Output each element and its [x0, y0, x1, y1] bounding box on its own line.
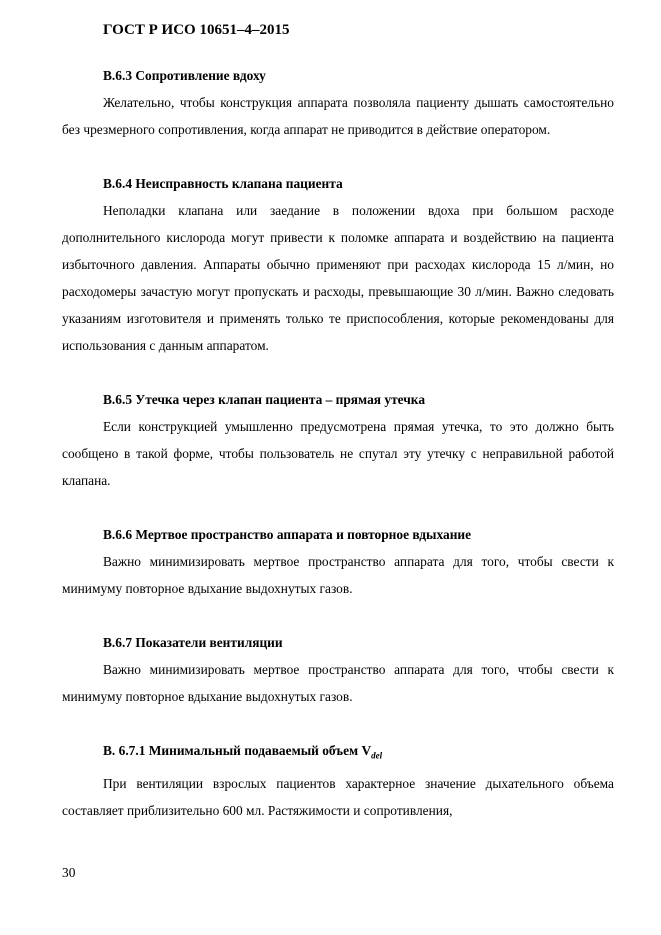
section-b-6-5 [62, 386, 614, 494]
section-heading: В.6.4 Неисправность клапана пациента [103, 176, 343, 191]
section-paragraph: Желательно, чтобы конструкция аппарата позволяла пациенту дышать самостоятельно без чрезмерного сопротивления, когда аппарат не приводится в действие оператором. [62, 95, 614, 137]
document-header: ГОСТ Р ИСО 10651–4–2015 [103, 22, 290, 38]
section-paragraph: Если конструкцией умышленно предусмотрена прямая утечка, то это должно быть сообщено в такой форме, чтобы пользователь не спутал эту утечку с неправильной работой клапана. [62, 419, 614, 488]
section-paragraph: Важно минимизировать мертвое пространство аппарата для того, чтобы свести к минимуму повторное вдыхание выдохнутых газов. [62, 554, 614, 596]
document-body [62, 62, 614, 824]
section-heading-text: В. 6.7.1 Минимальный подаваемый объем V [103, 743, 372, 758]
section-heading [62, 737, 614, 770]
section-b-6-6 [62, 521, 614, 602]
section-b-6-3 [62, 62, 614, 143]
page-number: 30 [62, 865, 76, 880]
section-heading: В.6.7 Показатели вентиляции [103, 635, 283, 650]
section-b-6-4 [62, 170, 614, 359]
section-b-6-7-1 [62, 737, 614, 824]
section-paragraph: Неполадки клапана или заедание в положении вдоха при большом расходе дополнительного кислорода могут привести к поломке аппарата и воздействию на пациента избыточного давления. Аппараты обычно применяют при расходах кислорода 15 л/мин, но расходомеры зачастую могут пропускать и расходы, превышающие 30 л/мин. Важно следовать указаниям изготовителя и применять только те приспособления, которые рекомендованы для использования с данным аппаратом. [62, 203, 614, 353]
section-heading: В.6.6 Мертвое пространство аппарата и повторное вдыхание [103, 527, 472, 542]
section-heading: В.6.5 Утечка через клапан пациента – прямая утечка [103, 392, 426, 407]
section-paragraph: При вентиляции взрослых пациентов характерное значение дыхательного объема составляет приблизительно 600 мл. Растяжимости и сопротивления, [62, 775, 614, 818]
section-b-6-7 [62, 629, 614, 710]
section-paragraph: Важно минимизировать мертвое пространство аппарата для того, чтобы свести к минимуму повторное вдыхание выдохнутых газов. [62, 662, 614, 704]
heading-subscript: del [371, 750, 383, 761]
section-heading: В.6.3 Сопротивление вдоху [103, 68, 266, 83]
